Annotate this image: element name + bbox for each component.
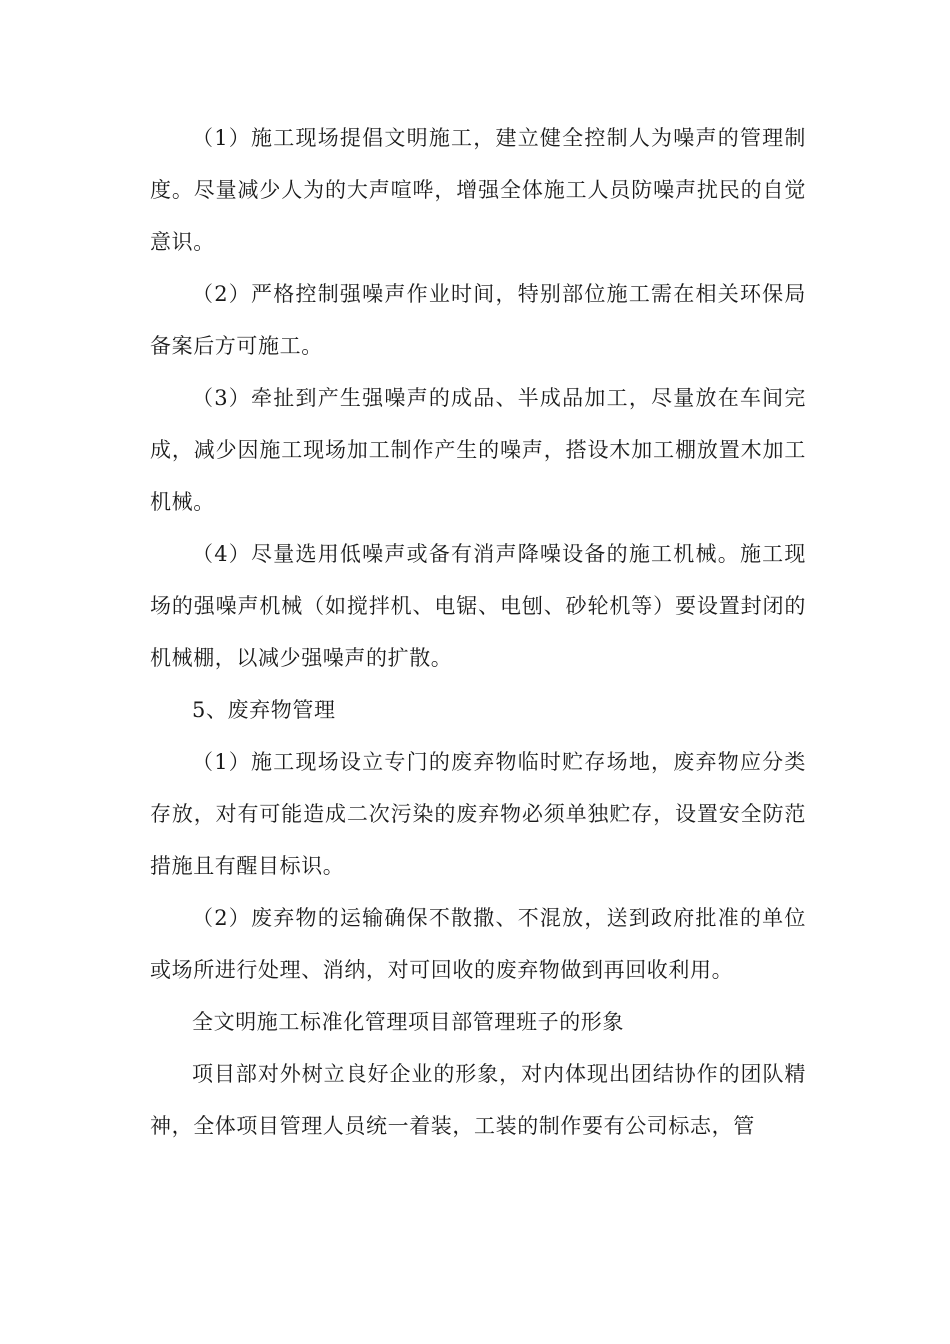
- section-heading-waste: 5、废弃物管理: [192, 698, 336, 722]
- paragraph-waste-2: （2）废弃物的运输确保不散撒、不混放，送到政府批准的单位或场所进行处理、消纳，对可回收的废弃物做到再回收利用。: [150, 906, 806, 982]
- paragraph-image-1: 项目部对外树立良好企业的形象，对内体现出团结协作的团队精神，全体项目管理人员统一着装，工装的制作要有公司标志，管: [150, 1062, 806, 1138]
- paragraph-noise-1: （1）施工现场提倡文明施工，建立健全控制人为噪声的管理制度。尽量减少人为的大声喧哗，增强全体施工人员防噪声扰民的自觉意识。: [150, 126, 806, 254]
- paragraph-waste-1: （1）施工现场设立专门的废弃物临时贮存场地，废弃物应分类存放，对有可能造成二次污染的废弃物必须单独贮存，设置安全防范措施且有醒目标识。: [150, 750, 806, 878]
- paragraph-noise-3: （3）牵扯到产生强噪声的成品、半成品加工，尽量放在车间完成，减少因施工现场加工制作产生的噪声，搭设木加工棚放置木加工机械。: [150, 386, 806, 514]
- paragraph-noise-2: （2）严格控制强噪声作业时间，特别部位施工需在相关环保局备案后方可施工。: [150, 282, 806, 358]
- paragraph-noise-4: （4）尽量选用低噪声或备有消声降噪设备的施工机械。施工现场的强噪声机械（如搅拌机、电锯、电刨、砂轮机等）要设置封闭的机械棚，以减少强噪声的扩散。: [150, 542, 806, 670]
- section-heading-image: 全文明施工标准化管理项目部管理班子的形象: [192, 1010, 624, 1034]
- document-body: [150, 112, 806, 1152]
